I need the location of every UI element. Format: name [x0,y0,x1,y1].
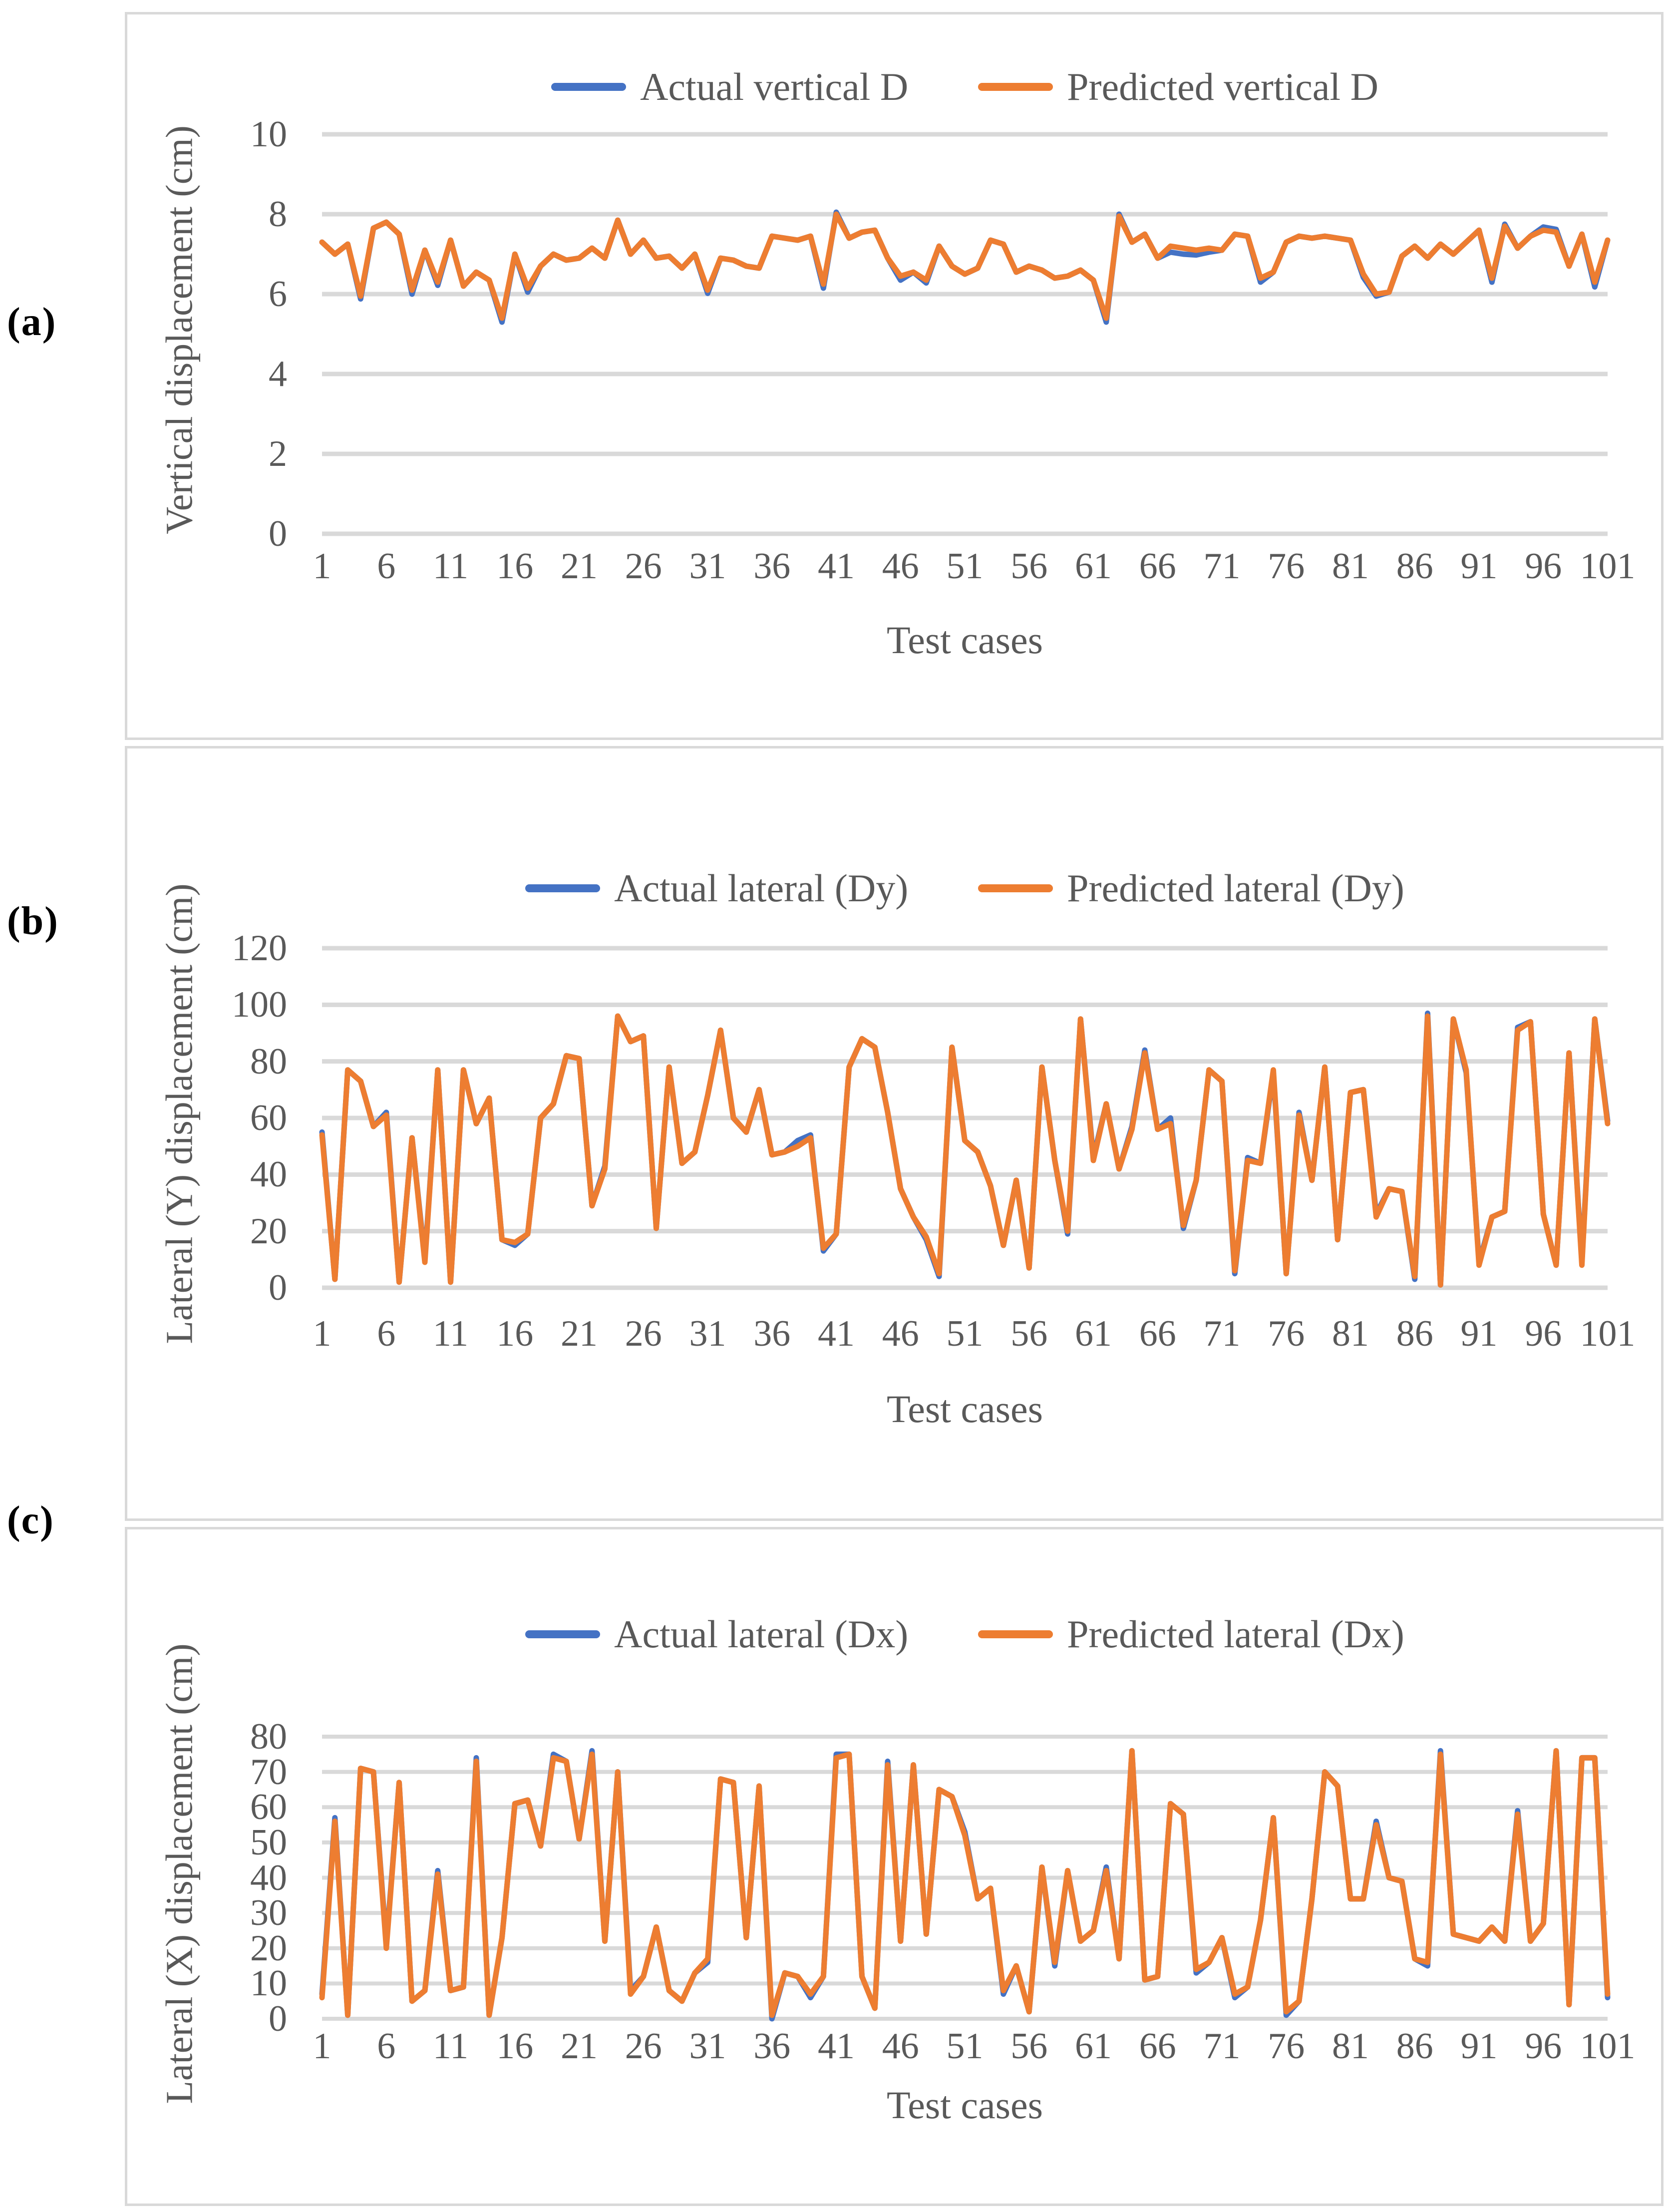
x-tick-label: 76 [1268,2026,1305,2067]
x-tick-label: 36 [753,2026,791,2067]
x-tick-label: 11 [432,2026,469,2067]
x-tick-label: 101 [1580,2026,1636,2067]
x-tick-label: 91 [1460,546,1498,587]
y-tick-label: 80 [250,1716,287,1757]
y-tick-label: 2 [269,433,287,474]
x-axis-title: Test cases [887,2083,1043,2127]
chart-panel-vertical-displacement [125,12,1664,740]
y-tick-label: 100 [232,984,287,1026]
x-tick-label: 26 [625,2026,662,2067]
x-tick-label: 91 [1460,2026,1498,2067]
x-tick-label: 51 [946,546,984,587]
x-tick-label: 16 [496,546,534,587]
x-tick-label: 71 [1203,2026,1241,2067]
x-tick-label: 26 [625,1313,662,1354]
legend-item-actual [525,866,908,911]
x-tick-label: 76 [1268,546,1305,587]
legend-item-actual [551,64,908,109]
legend-label-actual: Actual vertical D [640,65,909,108]
chart-canvas [322,134,1608,534]
legend-label-actual: Actual lateral (Dy) [614,866,909,910]
x-tick-label: 1 [313,2026,332,2067]
x-tick-label: 36 [753,546,791,587]
line-swatch-actual-icon [525,1630,600,1638]
x-tick-label: 51 [946,1313,984,1354]
x-tick-label: 56 [1010,1313,1048,1354]
legend-item-actual [525,1612,908,1657]
x-tick-label: 1 [313,1313,332,1354]
x-tick-label: 1 [313,546,332,587]
x-tick-label: 21 [561,546,598,587]
line-swatch-actual-icon [525,884,600,892]
x-tick-label: 46 [882,2026,919,2067]
y-tick-label: 6 [269,274,287,315]
x-tick-label: 71 [1203,546,1241,587]
x-tick-label: 61 [1075,1313,1112,1354]
y-tick-label: 40 [250,1857,287,1898]
y-tick-label: 10 [250,114,287,155]
x-tick-label: 86 [1396,1313,1433,1354]
legend-label-predicted: Predicted lateral (Dx) [1067,1612,1404,1656]
legend-item-predicted [978,64,1378,109]
x-tick-label: 96 [1525,1313,1562,1354]
x-tick-label: 31 [689,1313,726,1354]
x-tick-label: 36 [753,1313,791,1354]
x-tick-label: 41 [818,546,855,587]
y-tick-label: 40 [250,1154,287,1195]
y-tick-label: 70 [250,1751,287,1793]
y-tick-label: 0 [269,1998,287,2039]
chart-panel-lateral-y-displacement [125,746,1664,1521]
legend-item-predicted [978,1612,1404,1657]
x-tick-label: 96 [1525,546,1562,587]
x-tick-label: 91 [1460,1313,1498,1354]
legend-item-predicted [978,866,1404,911]
x-tick-label: 51 [946,2026,984,2067]
x-tick-label: 26 [625,546,662,587]
x-tick-label: 76 [1268,1313,1305,1354]
x-tick-label: 86 [1396,546,1433,587]
y-tick-label: 60 [250,1787,287,1828]
x-tick-label: 21 [561,2026,598,2067]
y-tick-label: 4 [269,354,287,394]
panel-label-c: (c) [7,1498,54,1542]
legend [322,863,1608,913]
x-tick-label: 56 [1010,546,1048,587]
x-axis-title: Test cases [887,1387,1043,1431]
y-tick-label: 80 [250,1041,287,1082]
legend-label-predicted: Predicted lateral (Dy) [1067,866,1404,910]
y-tick-label: 30 [250,1892,287,1934]
x-tick-label: 6 [377,546,396,587]
x-tick-label: 41 [818,1313,855,1354]
x-tick-label: 66 [1139,2026,1176,2067]
line-swatch-predicted-icon [978,884,1053,892]
x-tick-label: 16 [496,2026,534,2067]
x-tick-label: 16 [496,1313,534,1354]
legend-label-predicted: Predicted vertical D [1067,65,1378,108]
x-tick-label: 6 [377,2026,396,2067]
x-tick-label: 61 [1075,2026,1112,2067]
chart-canvas [322,1737,1608,2019]
x-tick-label: 81 [1332,1313,1369,1354]
x-tick-label: 21 [561,1313,598,1354]
y-axis-title: Lateral (Y) displacement (cm) [158,883,201,1344]
x-tick-label: 96 [1525,2026,1562,2067]
x-tick-label: 56 [1010,2026,1048,2067]
y-tick-label: 120 [232,928,287,969]
x-axis-title: Test cases [887,618,1043,662]
line-swatch-actual-icon [551,83,626,91]
x-tick-label: 101 [1580,546,1636,587]
y-axis-title: Lateral (X) displacement (cm) [158,1643,201,2104]
x-tick-label: 66 [1139,546,1176,587]
series-line [322,1016,1608,1285]
line-swatch-predicted-icon [978,83,1053,91]
x-tick-label: 31 [689,546,726,587]
y-tick-label: 20 [250,1927,287,1969]
x-tick-label: 46 [882,1313,919,1354]
x-tick-label: 61 [1075,546,1112,587]
y-tick-label: 10 [250,1963,287,2004]
chart-canvas [322,948,1608,1288]
legend-label-actual: Actual lateral (Dx) [614,1612,909,1656]
panel-label-a: (a) [7,300,57,344]
panel-label-b: (b) [7,899,59,943]
x-tick-label: 66 [1139,1313,1176,1354]
y-tick-label: 0 [269,513,287,554]
x-tick-label: 11 [432,1313,469,1354]
x-tick-label: 101 [1580,1313,1636,1354]
x-tick-label: 31 [689,2026,726,2067]
x-tick-label: 6 [377,1313,396,1354]
y-tick-label: 0 [269,1267,287,1308]
chart-panel-lateral-x-displacement [125,1527,1664,2206]
y-tick-label: 60 [250,1098,287,1138]
y-tick-label: 8 [269,194,287,235]
x-tick-label: 46 [882,546,919,587]
y-tick-label: 50 [250,1822,287,1863]
series-line [322,1751,1608,2015]
x-tick-label: 71 [1203,1313,1241,1354]
legend [322,62,1608,112]
series-line [322,1751,1608,2019]
x-tick-label: 11 [432,546,469,587]
y-axis-title: Vertical displacement (cm) [158,125,201,534]
x-tick-label: 86 [1396,2026,1433,2067]
legend [322,1609,1608,1659]
y-tick-label: 20 [250,1210,287,1252]
x-tick-label: 81 [1332,2026,1369,2067]
line-swatch-predicted-icon [978,1630,1053,1638]
x-tick-label: 81 [1332,546,1369,587]
series-line [322,214,1608,318]
x-tick-label: 41 [818,2026,855,2067]
